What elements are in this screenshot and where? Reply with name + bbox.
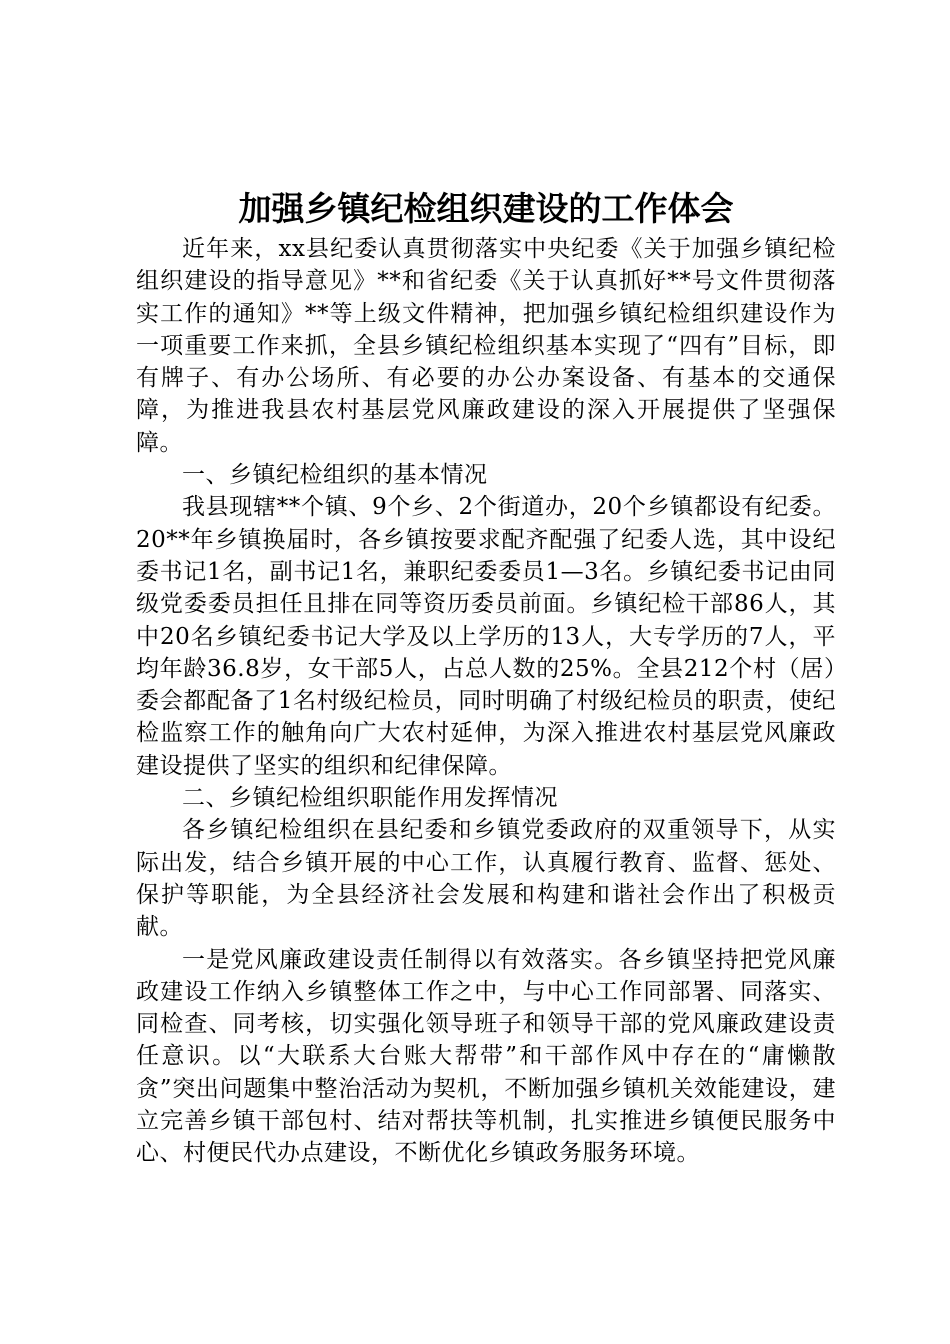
section-2-paragraph: 各乡镇纪检组织在县纪委和乡镇党委政府的双重领导下，从实际出发，结合乡镇开展的中心工作，认真履行教育、监督、惩处、保护等职能，为全县经济社会发展和构建和谐社会作出了积极贡献。 — [136, 817, 836, 941]
point-1-paragraph: 一是党风廉政建设责任制得以有效落实。各乡镇坚持把党风廉政建设工作纳入乡镇整体工作之中，与中心工作同部署、同落实、同检查、同考核，切实强化领导班子和领导干部的党风廉政建设责任意识。以“大联系大台账大帮带”和干部作风中存在的“庸懒散贪”突出问题集中整治活动为契机，不断加强乡镇机关效能建设，建立完善乡镇干部包村、结对帮扶等机制，扎实推进乡镇便民服务中心、村便民代办点建设，不断优化乡镇政务服务环境。 — [136, 946, 836, 1167]
document-page — [136, 185, 836, 1170]
section-heading-1: 一、乡镇纪检组织的基本情况 — [182, 462, 488, 489]
section-heading-2: 二、乡镇纪检组织职能作用发挥情况 — [182, 785, 558, 812]
intro-paragraph: 近年来，xx县纪委认真贯彻落实中央纪委《关于加强乡镇纪检组织建设的指导意见》**和省纪委《关于认真抓好**号文件贯彻落实工作的通知》**等上级文件精神，把加强乡镇纪检组织建设作为一项重要工作来抓，全县乡镇纪检组织基本实现了“四有”目标，即有牌子、有办公场所、有必要的办公办案设备、有基本的交通保障，为推进我县农村基层党风廉政建设的深入开展提供了坚强保障。 — [136, 236, 836, 456]
section-1-paragraph: 我县现辖**个镇、9个乡、2个街道办，20个乡镇都设有纪委。20**年乡镇换届时，各乡镇按要求配齐配强了纪委人选，其中设纪委书记1名，副书记1名，兼职纪委委员1—3名。乡镇纪委书记由同级党委委员担任且排在同等资历委员前面。乡镇纪检干部86人，其中20名乡镇纪委书记大学及以上学历的13人，大专学历的7人，平均年龄36.8岁，女干部5人，占总人数的25%。全县212个村（居）委会都配备了1名村级纪检员，同时明确了村级纪检员的职责，使纪检监察工作的触角向广大农村延伸，为深入推进农村基层党风廉政建设提供了坚实的组织和纪律保障。 — [136, 494, 836, 779]
document-title: 加强乡镇纪检组织建设的工作体会 — [238, 189, 734, 228]
